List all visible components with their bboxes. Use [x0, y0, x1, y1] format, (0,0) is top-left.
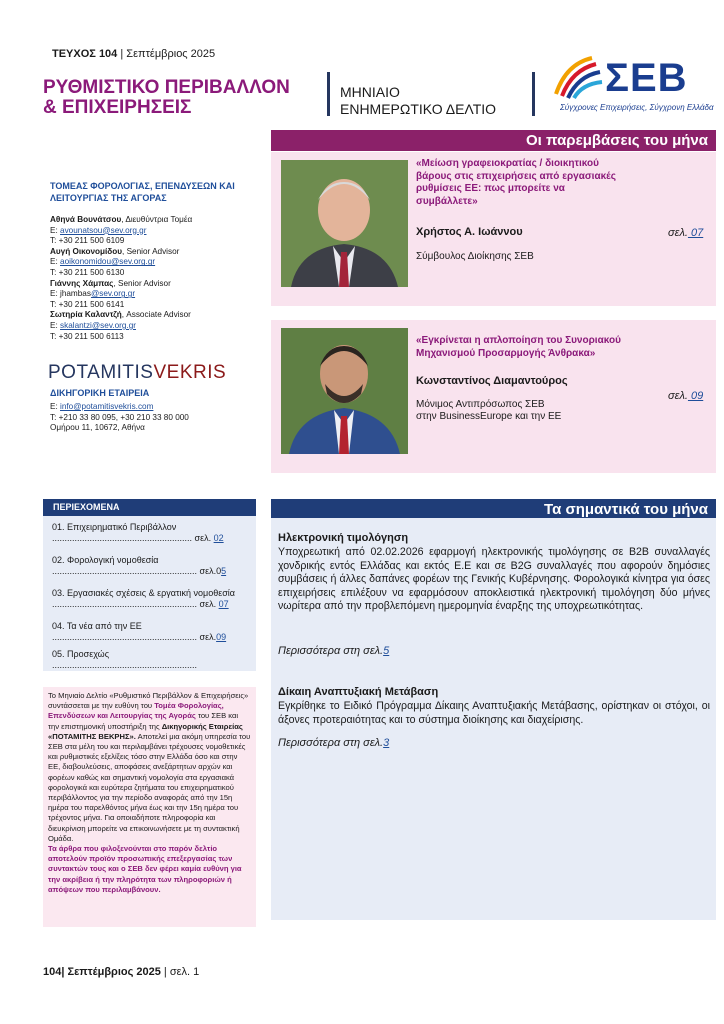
partner-contact: E: info@potamitisvekris.com T: +210 33 80 095, +30 210 33 80 000 Ομήρου 11, 10672, Αθήνα [50, 402, 189, 433]
intervention-2-role: Μόνιμος Αντιπρόσωπος ΣΕΒ στην BusinessEurope και την ΕΕ [416, 399, 562, 422]
contact-email-link[interactable]: aoikonomidou@sev.org.gr [60, 257, 156, 267]
toc-item-2[interactable]: 02. Φορολογική νομοθεσία .......................................................... σελ.05 [52, 555, 227, 576]
toc-item-3[interactable]: 03. Εργασιακές σχέσεις & εργατική νομοθεσία .......................................................... σελ. 07 [52, 588, 236, 609]
interventions-header: Οι παρεμβάσεις του μήνα [271, 130, 716, 151]
contact-1: Αθηνά Βουνάτσου, Διευθύντρια Τομέα E: avounatsou@sev.org.gr T: +30 211 500 6109 [50, 215, 193, 246]
toc-item-5[interactable]: 05. Προσεχώς .......................................................... [52, 649, 198, 670]
intervention-1-role: Σύμβουλος Διοίκησης ΣΕΒ [416, 251, 534, 262]
contact-email-link[interactable]: avounatsou@sev.org.gr [60, 225, 147, 235]
disclaimer-paragraph-2: Τα άρθρα που φιλοξενούνται στο παρόν δελτίο αποτελούν προϊόν προσωπικής επεξεργασίας των συντακτών τους και ο ΣΕΒ δεν φέρει καμία ευθύνη για την ακρίβεια ή την πληρότητα των πληροφοριών ή απόψεων που περιλαμβάνουν. [48, 844, 242, 894]
highlights-header: Τα σημαντικά του μήνα [271, 499, 716, 520]
toc-item-4[interactable]: 04. Τα νέα από την ΕΕ .......................................................... σελ.09 [52, 621, 227, 642]
toc-item-1[interactable]: 01. Επιχειρηματικό Περιβάλλον ........................................................ σελ. 02 [52, 522, 224, 543]
issue-date: Σεπτέμβριος 2025 [126, 48, 216, 60]
partner-subtitle: ΔΙΚΗΓΟΡΙΚΗ ΕΤΑΙΡΕΙΑ [50, 388, 150, 398]
disclaimer-paragraph-1: Το Μηνιαίο Δελτίο «Ρυθμιστικό Περιβάλλον & Επιχειρήσεις» συντάσσεται με την ευθύνη του Τομέα Φορολογίας, Επενδύσεων και Λειτουργίας της Αγοράς του ΣΕΒ και την επιστημονική υποστήριξη της Δικηγορικής Εταιρείας «ΠΟΤΑΜΙΤΗΣ ΒΕΚΡΗΣ». Αποτελεί μια ακόμη υπηρεσία του ΣΕΒ στα μέλη του και περιλαμβάνει τρέχουσες νομοθετικές και ρυθμιστικές εξελίξεις τόσο στην Ελλάδα όσο και στην ΕΕ, διαβουλεύσεις, αποφάσεις ανεξάρτητων αρχών και φορέων καθώς και σημαντική νομολογία στα εργασιακά φορολογικά και ευρύτερα ζητήματα του επιχειρηματικού περιβάλλοντος για την περίοδο αναφοράς από την 15η ημέρα του παρελθόντος μήνα έως και την 15η ημέρα του τρέχοντος μήνα. Για οποιαδήποτε πληροφορία και διευκρίνιση μπορείτε να επικοινωνήσετε με τη συντακτική Ομάδα. [48, 691, 251, 843]
highlight-1-title: Ηλεκτρονική τιμολόγηση [278, 532, 409, 544]
contact-email-link[interactable]: @sev.org.gr [90, 289, 136, 299]
portrait-icon [281, 328, 408, 454]
intervention-2-quote: «Εγκρίνεται η απλοποίηση του Συνοριακού Μηχανισμού Προσαρμογής Άνθρακα» [416, 335, 621, 359]
intervention-2-author: Κωνσταντίνος Διαμαντούρος [416, 375, 568, 387]
contact-2: Αυγή Οικονομίδου, Senior Advisor E: aoikonomidou@sev.org.gr T: +30 211 500 6130 [50, 246, 180, 277]
photo-konstantinos-diamantouros [281, 328, 408, 454]
partner-email-link[interactable]: info@potamitisvekris.com [60, 402, 154, 411]
monthly-line-2: ΕΝΗΜΕΡΩΤΙΚΟ ΔΕΛΤΙΟ [340, 101, 497, 117]
intervention-1-page-link[interactable]: σελ. 07 [668, 227, 704, 239]
sev-logo-tagline: Σύγχρονες Επιχειρήσεις, Σύγχρονη Ελλάδα [560, 103, 714, 112]
monthly-line-1: ΜΗΝΙΑΙΟ [340, 84, 400, 100]
contact-email-link[interactable]: skalantzi@sev.org.gr [60, 320, 136, 330]
sev-logo-text: ΣΕΒ [605, 56, 688, 100]
contents-heading: ΠΕΡΙΕΧΟΜΕΝΑ [43, 499, 256, 516]
portrait-icon [281, 160, 408, 287]
photo-christos-ioannou [281, 160, 408, 287]
intervention-1-quote: «Μείωση γραφειοκρατίας / διοικητικού βάρους στις επιχειρήσεις από εργασιακές ρυθμίσεις ΕΕ: πως μπορείτε να συμβάλλετε» [416, 158, 616, 207]
header-divider-2 [532, 72, 535, 116]
sev-logo-icon [552, 54, 604, 100]
highlight-2-body: Εγκρίθηκε το Ειδικό Πρόγραμμα Δίκαιης Αναπτυξιακής Μετάβασης, ορίστηκαν οι στόχοι, οι άξονες προτεραιότητας και το σύστημα διοίκησης και διαχείρισης. [278, 700, 710, 726]
highlight-1-body: Υποχρεωτική από 02.02.2026 εφαρμογή ηλεκτρονικής τιμολόγησης σε Β2Β συναλλαγές χονδρικής εντός Ελλάδας και εκτός Ε.Ε και σε Β2G συναλλαγές που αφορούν δημόσιες συμβάσεις ή άλλες δαπάνες φορέων της Γενικής Κυβέρνησης. Φορολογικά κίνητρα για όσες επιχειρήσεις επιλέξουν να εφαρμόσουν αποκλειστικά ηλεκτρονική τιμολόγηση δύο μήνες νωρίτερα από την προβλεπόμενη ημερομηνία έναρξης της υποχρεωτικότητας. [278, 546, 710, 613]
title-line-1: ΡΥΘΜΙΣΤΙΚΟ ΠΕΡΙΒΑΛΛΟΝ [43, 77, 290, 98]
page-footer: 104| Σεπτέμβριος 2025 | σελ. 1 [43, 966, 200, 978]
disclaimer-box [43, 687, 256, 927]
header-divider-1 [327, 72, 330, 116]
monthly-bulletin-label [340, 84, 496, 118]
highlight-2-title: Δίκαιη Αναπτυξιακή Μετάβαση [278, 686, 439, 698]
intervention-2-page-link[interactable]: σελ. 09 [668, 390, 704, 402]
issue-number: ΤΕΥΧΟΣ 104 [52, 48, 118, 60]
newsletter-title [43, 78, 290, 118]
highlight-1-more-link[interactable]: Περισσότερα στη σελ.5 [278, 645, 390, 657]
highlight-2-more-link[interactable]: Περισσότερα στη σελ.3 [278, 737, 390, 749]
title-line-2: & ΕΠΙΧΕΙΡΗΣΕΙΣ [43, 97, 192, 118]
intervention-1-author: Χρήστος Α. Ιωάννου [416, 226, 523, 238]
partner-logo: POTAMITISVEKRIS [48, 362, 227, 383]
issue-line: ΤΕΥΧΟΣ 104 | Σεπτέμβριος 2025 [52, 48, 216, 60]
sector-title: ΤΟΜΕΑΣ ΦΟΡΟΛΟΓΙΑΣ, ΕΠΕΝΔΥΣΕΩΝ ΚΑΙ ΛΕΙΤΟΥΡΓΙΑΣ ΤΗΣ ΑΓΟΡΑΣ [50, 181, 235, 203]
contact-4: Σωτηρία Καλαντζή, Associate Advisor E: skalantzi@sev.org.gr T: +30 211 500 6113 [50, 310, 191, 341]
contact-3: Γιάννης Χάμπας, Senior Advisor E: jhambas@sev.org.gr T: +30 211 500 6141 [50, 278, 171, 309]
contact-list [50, 215, 192, 342]
